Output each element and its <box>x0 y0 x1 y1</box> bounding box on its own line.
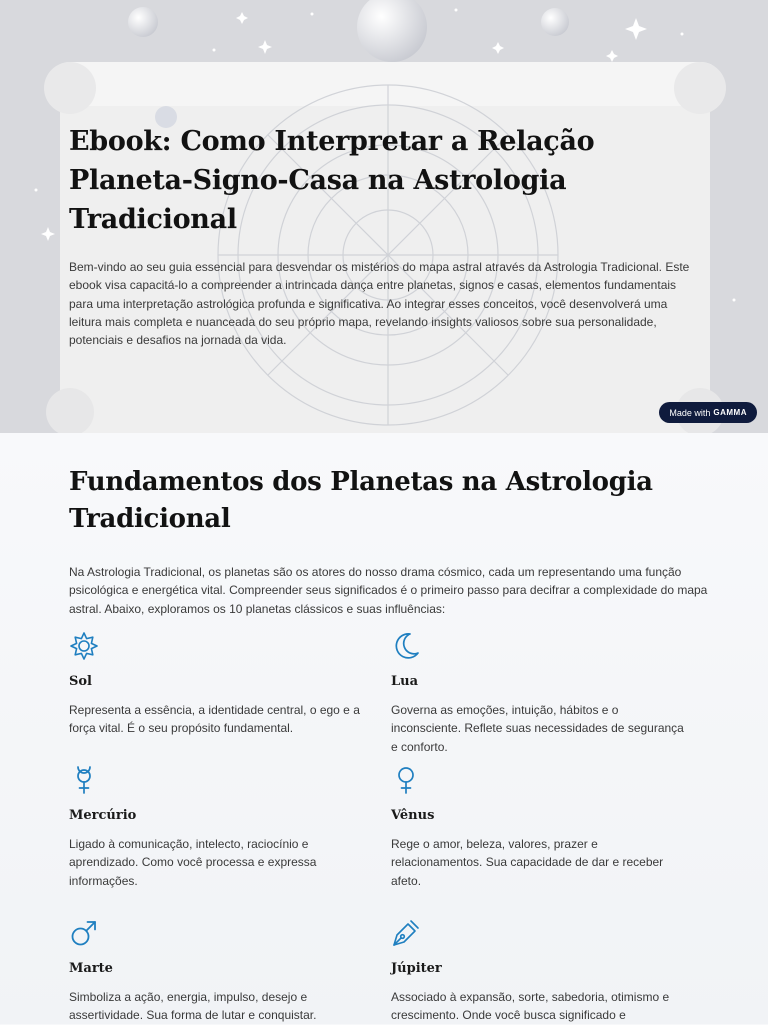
section-title: Fundamentos dos Planetas na Astrologia Tradicional <box>69 467 653 534</box>
hero-banner <box>0 0 768 433</box>
planet-card-venus <box>391 765 691 890</box>
planet-name: Sol <box>69 674 92 689</box>
badge-prefix: Made with <box>669 407 711 418</box>
planet-description: Representa a essência, a identidade central, o ego e a força vital. É o seu propósito fundamental. <box>69 703 360 736</box>
planet-description: Associado à expansão, sorte, sabedoria, otimismo e crescimento. Onde você busca significado e <box>391 990 670 1023</box>
page-title: Ebook: Como Interpretar a Relação Planeta-Signo-Casa na Astrologia Tradicional <box>69 126 595 235</box>
planet-description: Ligado à comunicação, intelecto, raciocínio e aprendizado. Como você processa e expressa informações. <box>69 837 317 888</box>
planet-name: Lua <box>391 674 419 689</box>
planet-card-sol <box>69 631 369 738</box>
planet-description: Simboliza a ação, energia, impulso, desejo e assertividade. Sua forma de lutar e conquistar. <box>69 990 317 1023</box>
section-intro: Na Astrologia Tradicional, os planetas são os atores do nosso drama cósmico, cada um representando uma função psicológica e energética vital. Compreender seus significados é o primeiro passo para decifrar a complexidade do mapa astral. Abaixo, exploramos os 10 planetas clássicos e suas influências: <box>69 565 708 616</box>
planet-name: Júpiter <box>391 961 442 976</box>
mercury-icon <box>69 765 99 795</box>
planet-name: Vênus <box>391 808 435 823</box>
planet-name: Marte <box>69 961 113 976</box>
gamma-logo: GAMMA <box>713 408 747 417</box>
planet-description: Governa as emoções, intuição, hábitos e o inconsciente. Reflete suas necessidades de segurança e conforto. <box>391 703 684 754</box>
planet-card-lua <box>391 631 691 756</box>
hero-content <box>69 122 699 349</box>
venus-icon <box>391 765 421 795</box>
planet-name: Mercúrio <box>69 808 137 823</box>
made-with-gamma-badge[interactable] <box>659 402 757 423</box>
planet-card-jupiter <box>391 918 691 1025</box>
moon-icon <box>391 631 421 661</box>
sun-icon <box>69 631 99 661</box>
jupiter-pen-icon <box>391 918 421 948</box>
planet-description: Rege o amor, beleza, valores, prazer e relacionamentos. Sua capacidade de dar e receber afeto. <box>391 837 664 888</box>
mars-icon <box>69 918 99 948</box>
planet-card-mercurio <box>69 765 369 890</box>
hero-intro: Bem-vindo ao seu guia essencial para desvendar os mistérios do mapa astral através da Astrologia Tradicional. Este ebook visa capacitá-lo a compreender a intrincada dança entre planetas, signos e casas, elementos fundamentais para uma interpretação astrológica profunda e significativa. Ao integrar esses conceitos, você desenvolverá uma leitura mais completa e nuanceada do seu próprio mapa, revelando insights valiosos sobre sua personalidade, potenciais e desafios na jornada da vida. <box>69 260 690 348</box>
planet-card-marte <box>69 918 369 1025</box>
